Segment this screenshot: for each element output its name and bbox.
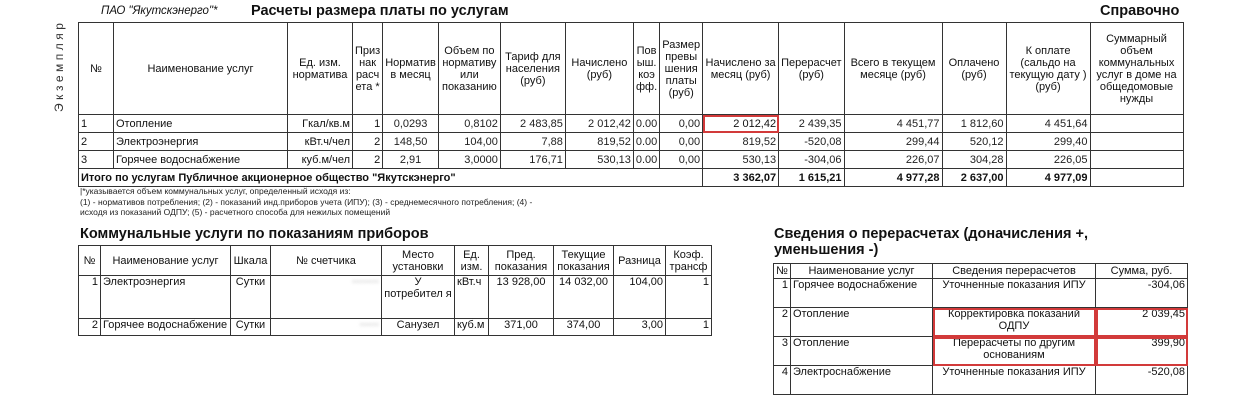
- side-label: Экземпляр: [52, 19, 66, 112]
- meter-number: •••••••: [271, 276, 382, 319]
- total: 4 451,77: [844, 115, 942, 133]
- col-header: Наименование услуг: [101, 246, 231, 276]
- table-row: [79, 115, 1184, 133]
- table-row: [774, 337, 1188, 366]
- calc-sign: 2: [353, 151, 383, 169]
- service-name: Электроснабжение: [791, 366, 933, 395]
- recalc-table: [773, 263, 1188, 395]
- norm: 148,50: [383, 133, 439, 151]
- norm: 2,91: [383, 151, 439, 169]
- col-header: №: [79, 246, 101, 276]
- recalc-sum: -520,08: [1096, 366, 1188, 395]
- tariff: 7,88: [500, 133, 565, 151]
- install-place: Санузел: [382, 319, 455, 336]
- recalc: 2 439,35: [779, 115, 844, 133]
- header-row: [79, 246, 712, 276]
- row-num: 3: [774, 337, 791, 366]
- meter-number: •••••: [271, 319, 382, 336]
- header-row: [774, 264, 1188, 279]
- service-name: Отопление: [114, 115, 288, 133]
- transform-coef: 1: [666, 276, 712, 319]
- total-to-pay: 4 977,09: [1006, 169, 1090, 187]
- total: 299,44: [844, 133, 942, 151]
- difference: 3,00: [614, 319, 666, 336]
- table-row: [79, 151, 1184, 169]
- service-name: Электроэнергия: [101, 276, 231, 319]
- volume: 104,00: [438, 133, 500, 151]
- charged: 819,52: [565, 133, 633, 151]
- reference-title: Справочно: [1100, 3, 1180, 19]
- recalc-sum: -304,06: [1096, 279, 1188, 308]
- difference: 104,00: [614, 276, 666, 319]
- prev-reading: 13 928,00: [489, 276, 554, 319]
- charged-month: 2 012,42: [703, 115, 779, 133]
- tariff: 176,71: [500, 151, 565, 169]
- excess: 0,00: [660, 115, 703, 133]
- paid: 1 812,60: [942, 115, 1006, 133]
- norm: 0,0293: [383, 115, 439, 133]
- tariff: 2 483,85: [500, 115, 565, 133]
- odn-volume: [1090, 133, 1183, 151]
- total-label: Итого по услугам Публичное акционерное общество "Якутскэнерго": [79, 169, 703, 187]
- total-recalc: 1 615,21: [779, 169, 844, 187]
- row-num: 2: [774, 308, 791, 337]
- table-row: [79, 276, 712, 319]
- meters-table: [78, 245, 712, 336]
- coef: 0.00: [633, 151, 659, 169]
- col-header: Суммарный объем коммунальных услуг в доме на общедомовые нужды: [1090, 23, 1183, 115]
- odn-volume: [1090, 151, 1183, 169]
- recalc-sum: 399,90: [1096, 337, 1188, 366]
- col-header: Норматив в месяц: [383, 23, 439, 115]
- unit: куб.м/чел: [288, 151, 353, 169]
- charged-month: 819,52: [703, 133, 779, 151]
- total-row: [79, 169, 1184, 187]
- charges-table: [78, 22, 1184, 187]
- col-header: Наименование услуг: [114, 23, 288, 115]
- service-name: Электроэнергия: [114, 133, 288, 151]
- coef: 0.00: [633, 133, 659, 151]
- col-header: Шкала: [231, 246, 271, 276]
- col-header: Разница: [614, 246, 666, 276]
- service-name: Горячее водоснабжение: [791, 279, 933, 308]
- to-pay: 4 451,64: [1006, 115, 1090, 133]
- row-num: 2: [79, 319, 101, 336]
- unit: кВт.ч: [455, 276, 489, 319]
- row-num: 4: [774, 366, 791, 395]
- recalc-info: Уточненные показания ИПУ: [933, 279, 1096, 308]
- prev-reading: 371,00: [489, 319, 554, 336]
- footnote: [80, 186, 532, 218]
- col-header: №: [79, 23, 114, 115]
- table-row: [774, 308, 1188, 337]
- recalc-sum: 2 039,45: [1096, 308, 1188, 337]
- service-name: Отопление: [791, 308, 933, 337]
- total-paid: 2 637,00: [942, 169, 1006, 187]
- total-odn: [1090, 169, 1183, 187]
- col-header: Всего в текущем месяце (руб): [844, 23, 942, 115]
- col-header: Приз нак расч ета *: [353, 23, 383, 115]
- footnote-line: (1) - нормативов потребления; (2) - показаний инд.приборов учета (ИПУ); (3) - среднемесячного потребления; (4) -: [80, 196, 533, 207]
- company-name: ПАО "Якутскэнерго"*: [101, 5, 218, 17]
- unit: кВт.ч/чел: [288, 133, 353, 151]
- table-row: [79, 133, 1184, 151]
- meters-title: Коммунальные услуги по показаниям приборов: [80, 226, 429, 242]
- row-num: 1: [79, 276, 101, 319]
- to-pay: 226,05: [1006, 151, 1090, 169]
- paid: 520,12: [942, 133, 1006, 151]
- col-header: Коэф. трансф: [666, 246, 712, 276]
- recalc-info: Уточненные показания ИПУ: [933, 366, 1096, 395]
- col-header: Сведения перерасчетов: [933, 264, 1096, 279]
- col-header: К оплате (сальдо на текущую дату )(руб): [1006, 23, 1090, 115]
- footnote-line: исходя из показаний ОДПУ; (5) - расчетного способа для нежилых помещений: [80, 207, 391, 217]
- col-header: Сумма, руб.: [1096, 264, 1188, 279]
- curr-reading: 374,00: [554, 319, 614, 336]
- col-header: Оплачено (руб): [942, 23, 1006, 115]
- col-header: Перерасчет (руб): [779, 23, 844, 115]
- col-header: Ед. изм.: [455, 246, 489, 276]
- excess: 0,00: [660, 133, 703, 151]
- row-num: 3: [79, 151, 114, 169]
- main-title: Расчеты размера платы по услугам: [251, 3, 509, 19]
- col-header: № счетчика: [271, 246, 382, 276]
- install-place: У потребител я: [382, 276, 455, 319]
- col-header: Текущие показания: [554, 246, 614, 276]
- excess: 0,00: [660, 151, 703, 169]
- service-name: Горячее водоснабжение: [101, 319, 231, 336]
- table-row: [774, 366, 1188, 395]
- table-row: [774, 279, 1188, 308]
- header-row: [79, 23, 1184, 115]
- recalc-info: Перерасчеты по другим основаниям: [933, 337, 1096, 366]
- to-pay: 299,40: [1006, 133, 1090, 151]
- volume: 3,0000: [438, 151, 500, 169]
- col-header: Начислено (руб): [565, 23, 633, 115]
- odn-volume: [1090, 115, 1183, 133]
- total: 226,07: [844, 151, 942, 169]
- total-total: 4 977,28: [844, 169, 942, 187]
- recalc-title: Сведения о перерасчетах (доначисления +, уменьшения -): [774, 226, 1088, 258]
- recalc: -304,06: [779, 151, 844, 169]
- recalc-info: Корректировка показаний ОДПУ: [933, 308, 1096, 337]
- col-header: Объем по нормативу или показанию: [438, 23, 500, 115]
- total-charged-month: 3 362,07: [703, 169, 779, 187]
- volume: 0,8102: [438, 115, 500, 133]
- charged-month: 530,13: [703, 151, 779, 169]
- col-header: Наименование услуг: [791, 264, 933, 279]
- col-header: Пред. показания: [489, 246, 554, 276]
- charged: 530,13: [565, 151, 633, 169]
- row-num: 2: [79, 133, 114, 151]
- service-name: Отопление: [791, 337, 933, 366]
- unit: куб.м: [455, 319, 489, 336]
- scale: Сутки: [231, 276, 271, 319]
- recalc: -520,08: [779, 133, 844, 151]
- paid: 304,28: [942, 151, 1006, 169]
- footnote-line: |*указывается объем коммунальных услуг, определенный исходя из:: [80, 186, 351, 196]
- transform-coef: 1: [666, 319, 712, 336]
- row-num: 1: [79, 115, 114, 133]
- col-header: Размер превы шения платы (руб): [660, 23, 703, 115]
- coef: 0.00: [633, 115, 659, 133]
- col-header: Пов ыш. коэ фф.: [633, 23, 659, 115]
- service-name: Горячее водоснабжение: [114, 151, 288, 169]
- col-header: Место установки: [382, 246, 455, 276]
- col-header: №: [774, 264, 791, 279]
- col-header: Начислено за месяц (руб): [703, 23, 779, 115]
- table-row: [79, 319, 712, 336]
- charged: 2 012,42: [565, 115, 633, 133]
- scale: Сутки: [231, 319, 271, 336]
- calc-sign: 2: [353, 133, 383, 151]
- calc-sign: 1: [353, 115, 383, 133]
- col-header: Ед. изм. норматива: [288, 23, 353, 115]
- col-header: Тариф для населения (руб): [500, 23, 565, 115]
- unit: Гкал/кв.м: [288, 115, 353, 133]
- row-num: 1: [774, 279, 791, 308]
- curr-reading: 14 032,00: [554, 276, 614, 319]
